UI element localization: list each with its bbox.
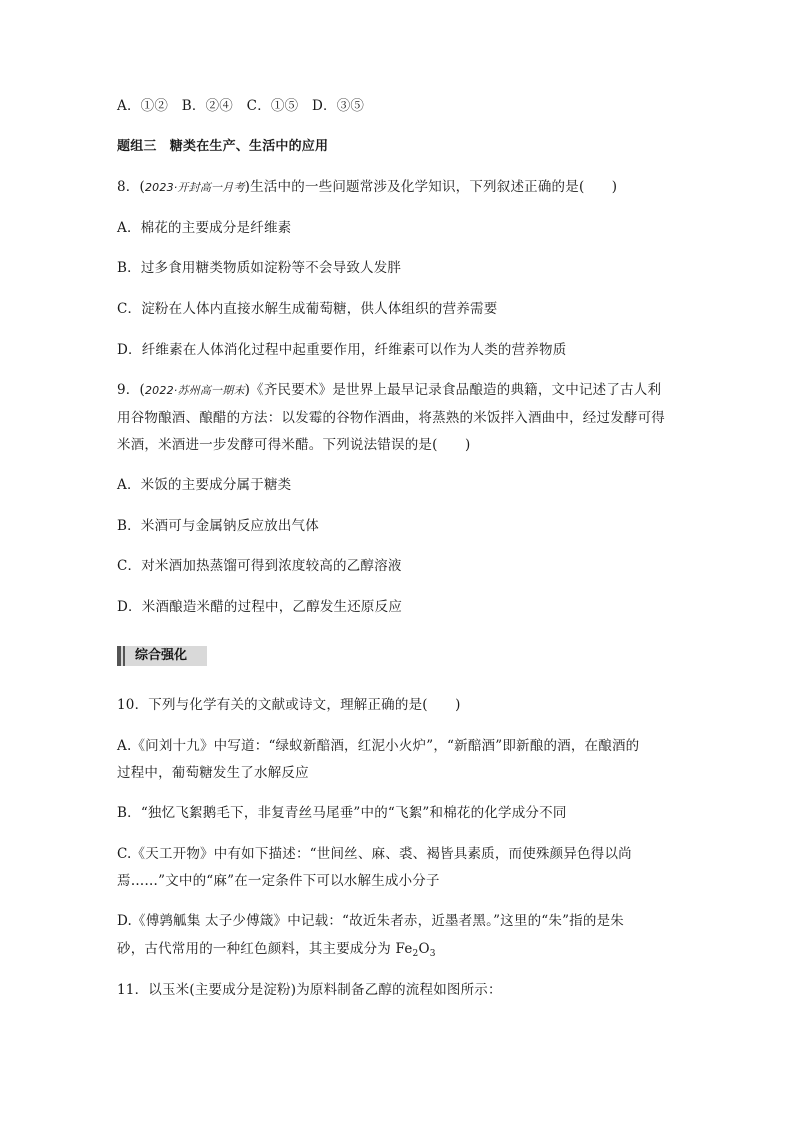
- q10-stem: 10．下列与化学有关的文献或诗文，理解正确的是( ): [117, 697, 461, 713]
- q10-d2-text: 砂，古代常用的一种红色颜料，其主要成分为 Fe: [117, 941, 413, 957]
- q8-option-d: D．纤维素在人体消化过程中起重要作用，纤维素可以作为人类的营养物质: [117, 342, 567, 358]
- q9-option-c: C．对米酒加热蒸馏可得到浓度较高的乙醇溶液: [117, 558, 402, 574]
- q8-option-c: C．淀粉在人体内直接水解生成葡萄糖，供人体组织的营养需要: [117, 301, 498, 317]
- q9-option-b: B．米酒可与金属钠反应放出气体: [117, 518, 319, 534]
- q10-option-c-line2: 焉……”文中的“麻”在一定条件下可以水解生成小分子: [117, 873, 440, 889]
- q10-option-d-line1: D.《傅鹑觚集 太子少傅箴》中记载：“故近朱者赤，近墨者黑。”这里的“朱”指的是朱: [117, 913, 624, 929]
- q9-number: 9．(: [117, 382, 145, 398]
- q8-source: 2023·开封高一月考: [144, 181, 245, 194]
- fe-subscript: 2: [412, 949, 419, 959]
- q8-number: 8．(: [117, 179, 145, 195]
- q10-option-c-line1: C.《天工开物》中有如下描述：“世间丝、麻、裘、褐皆具素质，而使殊颜异色得以尚: [117, 846, 632, 862]
- oxygen-symbol: O: [418, 941, 430, 957]
- q8-stem: [117, 178, 617, 197]
- o-subscript: 3: [429, 949, 436, 959]
- section-banner: [117, 646, 207, 666]
- q9-stem-text: )《齐民要术》是世界上最早记录食品酿造的典籍，文中记述了古人利: [244, 382, 662, 398]
- q7-options: A．①② B．②④ C．①⑤ D．③⑤: [117, 98, 365, 114]
- q9-source: 2022·苏州高一期末: [144, 384, 245, 397]
- q9-option-a: A．米饭的主要成分属于糖类: [117, 477, 292, 493]
- q9-stem-line3: 米酒，米酒进一步发酵可得米醋。下列说法错误的是( ): [117, 437, 471, 453]
- q8-stem-text: )生活中的一些问题常涉及化学知识，下列叙述正确的是( ): [244, 179, 618, 195]
- q8-option-b: B．过多食用糖类物质如淀粉等不会导致人发胖: [117, 260, 402, 276]
- section-title: 综合强化: [135, 648, 188, 663]
- q10-option-a-line1: A.《问刘十九》中写道：“绿蚁新醅酒，红泥小火炉”，“新醅酒”即新酿的酒，在酿酒的: [117, 738, 640, 754]
- banner-accent-bar: [123, 646, 125, 666]
- q10-option-d-line2: [117, 940, 436, 958]
- q11-stem: 11．以玉米(主要成分是淀粉)为原料制备乙醇的流程如图所示：: [117, 982, 502, 998]
- q9-stem-line2: 用谷物酿酒、酿醋的方法：以发霉的谷物作酒曲，将蒸熟的米饭拌入酒曲中，经过发酵可得: [117, 410, 665, 426]
- q9-option-d: D．米酒酿造米醋的过程中，乙醇发生还原反应: [117, 599, 403, 615]
- q10-option-b: B．“独忆飞絮鹅毛下，非复青丝马尾垂”中的“飞絮”和棉花的化学成分不同: [117, 805, 567, 821]
- q8-option-a: A．棉花的主要成分是纤维素: [117, 220, 292, 236]
- q9-stem-line1: [117, 381, 661, 400]
- group3-heading: 题组三 糖类在生产、生活中的应用: [117, 139, 329, 154]
- q10-option-a-line2: 过程中，葡萄糖发生了水解反应: [117, 765, 309, 781]
